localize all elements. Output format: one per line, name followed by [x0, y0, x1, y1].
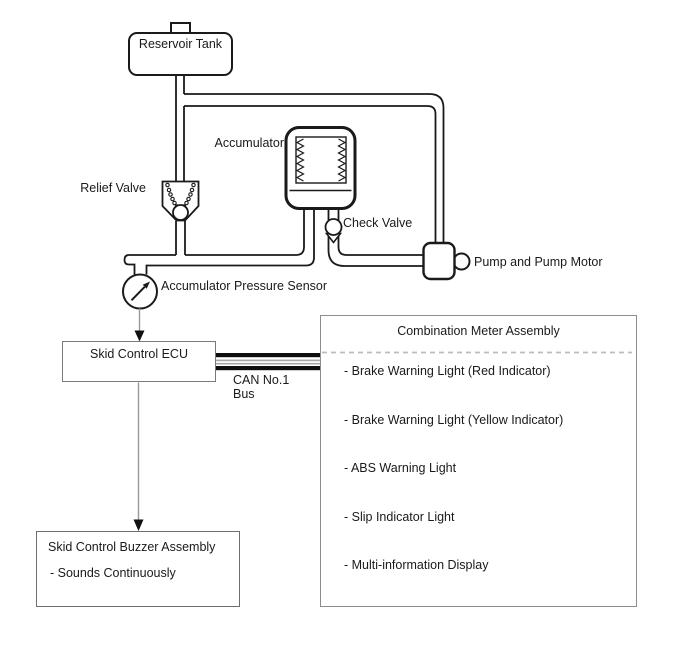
- skid-control-ecu-box: [62, 341, 216, 382]
- buzzer-assembly-title: Skid Control Buzzer Assembly: [48, 540, 216, 554]
- can-bus-label-line2: Bus: [233, 387, 255, 401]
- ecu-to-buzzer-arrow: [134, 383, 144, 532]
- relief-valve-label: Relief Valve: [80, 181, 146, 195]
- pump-label: Pump and Pump Motor: [474, 254, 603, 269]
- check-valve-label: Check Valve: [343, 215, 413, 230]
- pipes: [125, 75, 444, 275]
- meter-item-multi-info: - Multi-information Display: [344, 557, 489, 572]
- meter-item-abs: - ABS Warning Light: [344, 461, 457, 475]
- pump-motor-circle: [454, 254, 470, 270]
- combination-meter-title: Combination Meter Assembly: [397, 324, 560, 338]
- buzzer-item-sounds: - Sounds Continuously: [50, 566, 176, 580]
- reservoir-tank-label: Reservoir Tank: [138, 37, 223, 51]
- pressure-sensor-gauge: [123, 275, 157, 309]
- main-pipe-bottom-wall: [147, 208, 315, 275]
- main-pipe-top-wall-right: [185, 208, 304, 255]
- pump-symbol: [424, 243, 470, 279]
- meter-item-brake-yellow: - Brake Warning Light (Yellow Indicator): [344, 412, 564, 427]
- meter-item-slip: - Slip Indicator Light: [344, 509, 455, 524]
- accumulator-label: Accumulator: [214, 136, 284, 150]
- pump-body: [424, 243, 455, 279]
- can-bus-label: [233, 373, 289, 401]
- reservoir-tank-box: [128, 32, 233, 76]
- can-bus-label-line1: CAN No.1: [233, 373, 290, 387]
- can-bus-cable: [216, 353, 321, 370]
- combination-meter-box: [320, 315, 637, 607]
- skid-control-ecu-label: Skid Control ECU: [90, 347, 188, 361]
- relief-valve-ball: [173, 205, 188, 220]
- pressure-sensor-label: Accumulator Pressure Sensor: [161, 278, 328, 293]
- buzzer-assembly-box: [36, 531, 240, 607]
- sensor-to-ecu-arrow: [135, 309, 145, 342]
- meter-item-brake-red: - Brake Warning Light (Red Indicator): [344, 364, 551, 378]
- accumulator-symbol: [286, 128, 355, 209]
- relief-valve-symbol: [163, 182, 199, 221]
